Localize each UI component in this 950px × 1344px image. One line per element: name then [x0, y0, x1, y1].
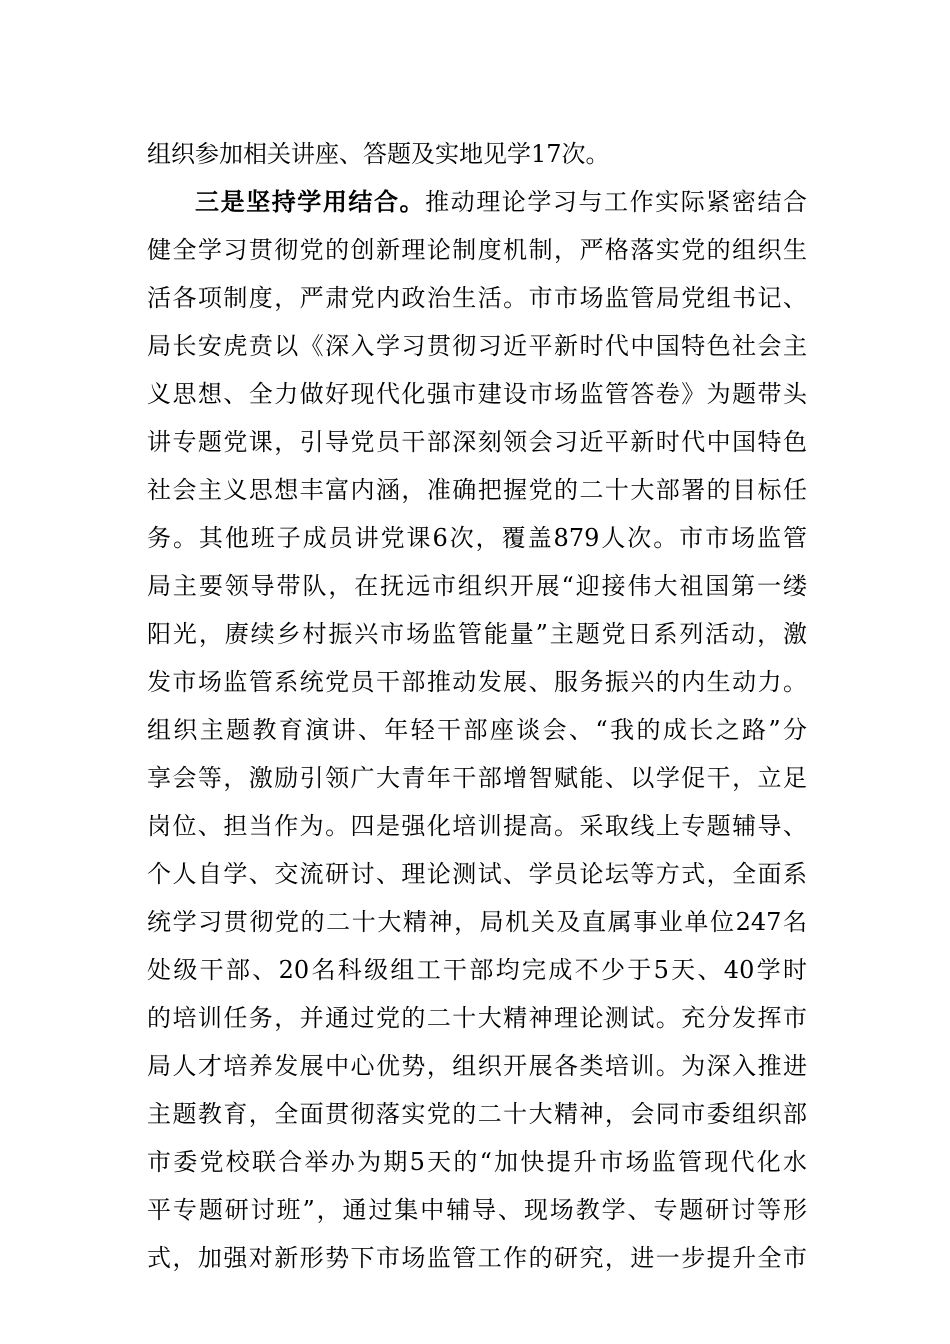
text-line-17: 统学习贯彻党的二十大精神，局机关及直属事业单位247名 — [147, 908, 807, 936]
text-line-9: 务。其他班子成员讲党课6次，覆盖879人次。市市场监管 — [147, 524, 807, 552]
text-line-18: 处级干部、20名科级组工干部均完成不少于5天、40学时 — [147, 956, 807, 984]
paragraph-heading-bold: 三是坚持学用结合。 — [195, 187, 426, 216]
text-line-13: 组织主题教育演讲、年轻干部座谈会、“我的成长之路”分 — [147, 716, 807, 744]
text-line-7: 讲专题党课，引导党员干部深刻领会习近平新时代中国特色 — [147, 428, 807, 456]
text-line-10: 局主要领导带队，在抚远市组织开展“迎接伟大祖国第一缕 — [147, 572, 807, 600]
text-line-1: 组织参加相关讲座、答题及实地见学17次。 — [147, 140, 610, 168]
text-line-4: 活各项制度，严肃党内政治生活。市市场监管局党组书记、 — [147, 284, 807, 312]
text-line-22: 市委党校联合举办为期5天的“加快提升市场监管现代化水 — [147, 1148, 807, 1176]
text-line-12: 发市场监管系统党员干部推动发展、服务振兴的内生动力。 — [147, 668, 807, 696]
paragraph-heading-line — [147, 178, 807, 226]
body-text — [147, 130, 807, 1282]
text-line-23: 平专题研讨班”，通过集中辅导、现场教学、专题研讨等形 — [147, 1196, 807, 1224]
text-line-21: 主题教育，全面贯彻落实党的二十大精神，会同市委组织部 — [147, 1100, 807, 1128]
text-line-15: 岗位、担当作为。四是强化培训提高。采取线上专题辅导、 — [147, 812, 807, 840]
text-line-24: 式，加强对新形势下市场监管工作的研究，进一步提升全市 — [147, 1244, 807, 1272]
text-line-14: 享会等，激励引领广大青年干部增智赋能、以学促干，立足 — [147, 764, 807, 792]
text-line-19: 的培训任务，并通过党的二十大精神理论测试。充分发挥市 — [147, 1004, 807, 1032]
text-line-8: 社会主义思想丰富内涵，准确把握党的二十大部署的目标任 — [147, 476, 807, 504]
text-line-5: 局长安虎贲以《深入学习贯彻习近平新时代中国特色社会主 — [147, 332, 807, 360]
text-line-16: 个人自学、交流研讨、理论测试、学员论坛等方式，全面系 — [147, 860, 807, 888]
paragraph-heading-rest: 推动理论学习与工作实际紧密结合 — [425, 188, 808, 216]
text-line-3: 健全学习贯彻党的创新理论制度机制，严格落实党的组织生 — [147, 236, 807, 264]
text-line-20: 局人才培养发展中心优势，组织开展各类培训。为深入推进 — [147, 1052, 807, 1080]
text-line-6: 义思想、全力做好现代化强市建设市场监管答卷》为题带头 — [147, 380, 807, 408]
text-line-11: 阳光，赓续乡村振兴市场监管能量”主题党日系列活动，激 — [147, 620, 807, 648]
